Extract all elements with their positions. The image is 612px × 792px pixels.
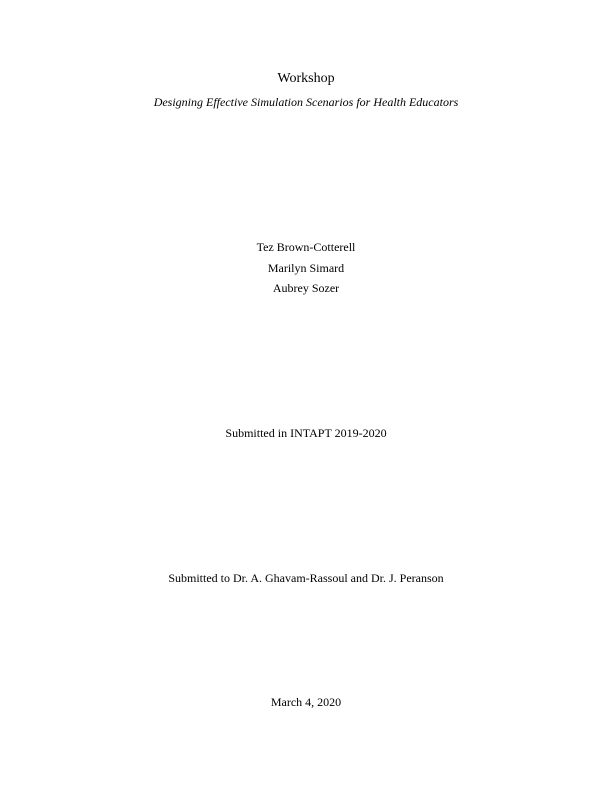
author-name: Aubrey Sozer [272, 281, 340, 295]
submitted-in-text: Submitted in INTAPT 2019-2020 [225, 426, 387, 440]
author-name: Tez Brown-Cotterell [256, 240, 356, 254]
submission-date: March 4, 2020 [270, 695, 342, 709]
submitted-to-text: Submitted to Dr. A. Ghavam-Rassoul and Dr. J. Peranson [168, 571, 444, 585]
document-subtitle: Designing Effective Simulation Scenarios for Health Educators [153, 95, 459, 109]
author-name: Marilyn Simard [267, 261, 345, 275]
document-title: Workshop [277, 71, 335, 86]
